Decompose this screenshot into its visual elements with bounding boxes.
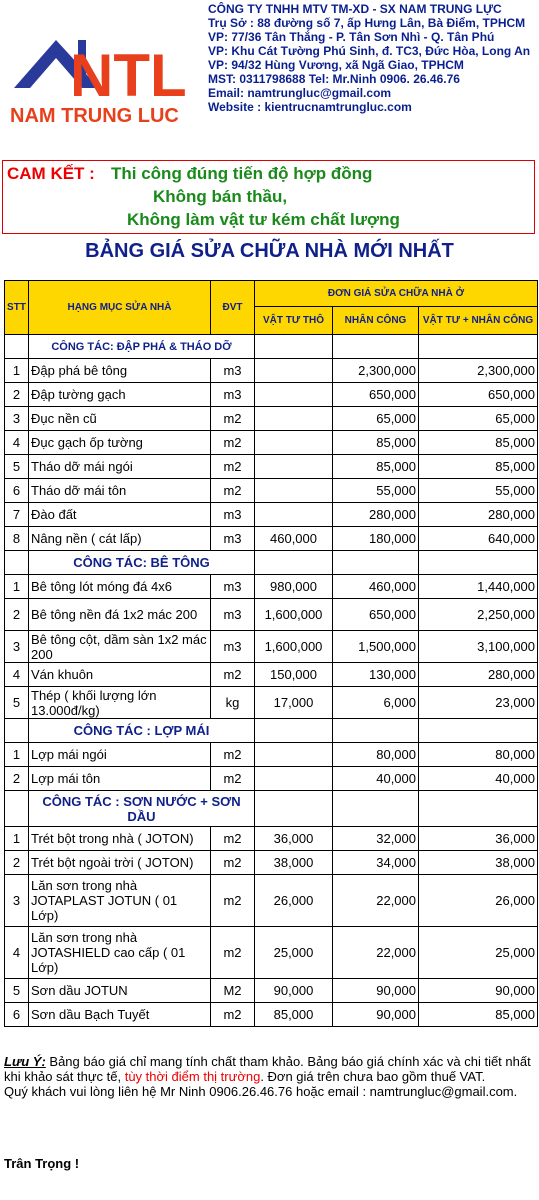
cell-unit: m2 bbox=[211, 431, 255, 455]
cell-material: 25,000 bbox=[255, 927, 333, 979]
section-row bbox=[5, 719, 538, 743]
cell-labor: 55,000 bbox=[333, 479, 419, 503]
company-email[interactable]: Email: namtrungluc@gmail.com bbox=[208, 86, 392, 100]
cell-unit: m2 bbox=[211, 663, 255, 687]
cell-unit: m3 bbox=[211, 631, 255, 663]
header-price-group: ĐƠN GIÁ SỬA CHỮA NHÀ Ở bbox=[255, 281, 538, 307]
section-title: CÔNG TÁC : LỢP MÁI bbox=[29, 719, 255, 743]
note-red-text: tùy thời điểm thị trường bbox=[124, 1069, 261, 1084]
section-row bbox=[5, 551, 538, 575]
cell-stt: 5 bbox=[5, 455, 29, 479]
commitment-line-2: Không bán thầu, bbox=[153, 187, 288, 206]
cell-unit: m3 bbox=[211, 527, 255, 551]
cell-unit: m2 bbox=[211, 767, 255, 791]
cell-item: Trét bột ngoài trời ( JOTON) bbox=[29, 851, 211, 875]
company-logo bbox=[8, 30, 204, 125]
cell-labor: 130,000 bbox=[333, 663, 419, 687]
cell-total: 2,300,000 bbox=[419, 359, 538, 383]
cell-material bbox=[255, 407, 333, 431]
cell-item: Ván khuôn bbox=[29, 663, 211, 687]
table-row bbox=[5, 663, 538, 687]
price-table bbox=[4, 280, 538, 1027]
cell-unit: m3 bbox=[211, 575, 255, 599]
cell-stt: 3 bbox=[5, 875, 29, 927]
header-item: HẠNG MỤC SỬA NHÀ bbox=[29, 281, 211, 335]
cell-total: 80,000 bbox=[419, 743, 538, 767]
cell-labor: 40,000 bbox=[333, 767, 419, 791]
cell-stt: 1 bbox=[5, 575, 29, 599]
table-row bbox=[5, 527, 538, 551]
cell-total: 2,250,000 bbox=[419, 599, 538, 631]
header-unit: ĐVT bbox=[211, 281, 255, 335]
cell-labor: 6,000 bbox=[333, 687, 419, 719]
cell-item: Đục nền cũ bbox=[29, 407, 211, 431]
cell-labor: 32,000 bbox=[333, 827, 419, 851]
note bbox=[4, 1054, 535, 1099]
cell-material: 38,000 bbox=[255, 851, 333, 875]
cell-labor: 460,000 bbox=[333, 575, 419, 599]
cell-unit: m2 bbox=[211, 851, 255, 875]
cell-unit: kg bbox=[211, 687, 255, 719]
cell-total: 40,000 bbox=[419, 767, 538, 791]
cell-labor: 2,300,000 bbox=[333, 359, 419, 383]
cell-unit: m2 bbox=[211, 743, 255, 767]
cell-stt: 7 bbox=[5, 503, 29, 527]
cell-stt: 3 bbox=[5, 407, 29, 431]
company-tax-tel: MST: 0311798688 Tel: Mr.Ninh 0906. 26.46.76 bbox=[208, 72, 460, 86]
company-headquarters: Trụ Sở : 88 đường số 7, ấp Hưng Lân, Bà Điểm, TPHCM bbox=[208, 16, 526, 30]
section-row bbox=[5, 791, 538, 827]
commitment-box bbox=[2, 160, 535, 234]
table-row bbox=[5, 503, 538, 527]
cell-stt: 1 bbox=[5, 743, 29, 767]
cell-unit: m2 bbox=[211, 455, 255, 479]
company-name: CÔNG TY TNHH MTV TM-XD - SX NAM TRUNG LỰC bbox=[208, 2, 502, 16]
cell-stt: 4 bbox=[5, 927, 29, 979]
note-contact: Quý khách vui lòng liên hệ Mr Ninh 0906.26.46.76 hoặc email : namtrungluc@gmail.com. bbox=[4, 1084, 518, 1099]
cell-total: 640,000 bbox=[419, 527, 538, 551]
cell-labor: 650,000 bbox=[333, 599, 419, 631]
table-row bbox=[5, 827, 538, 851]
cell-stt: 5 bbox=[5, 979, 29, 1003]
header bbox=[0, 0, 539, 160]
company-office-1: VP: 77/36 Tân Thắng - P. Tân Sơn Nhì - Q. Tân Phú bbox=[208, 30, 495, 44]
table-row bbox=[5, 407, 538, 431]
cell-labor: 90,000 bbox=[333, 979, 419, 1003]
cell-unit: m2 bbox=[211, 875, 255, 927]
cell-stt: 2 bbox=[5, 767, 29, 791]
note-label: Lưu Ý: bbox=[4, 1054, 46, 1069]
header-labor: NHÂN CÔNG bbox=[333, 307, 419, 335]
cell-stt: 1 bbox=[5, 359, 29, 383]
cell-total: 55,000 bbox=[419, 479, 538, 503]
cell-item: Lăn sơn trong nhà JOTAPLAST JOTUN ( 01 Lớp) bbox=[29, 875, 211, 927]
cell-total: 36,000 bbox=[419, 827, 538, 851]
cell-item: Đập phá bê tông bbox=[29, 359, 211, 383]
cell-labor: 22,000 bbox=[333, 875, 419, 927]
cell-total: 650,000 bbox=[419, 383, 538, 407]
cell-material bbox=[255, 479, 333, 503]
cell-total: 25,000 bbox=[419, 927, 538, 979]
cell-item: Bê tông nền đá 1x2 mác 200 bbox=[29, 599, 211, 631]
company-office-3: VP: 94/32 Hùng Vương, xã Ngã Giao, TPHCM bbox=[208, 58, 464, 72]
cell-total: 1,440,000 bbox=[419, 575, 538, 599]
table-row bbox=[5, 687, 538, 719]
cell-stt: 5 bbox=[5, 687, 29, 719]
cell-material bbox=[255, 359, 333, 383]
cell-labor: 85,000 bbox=[333, 455, 419, 479]
cell-labor: 65,000 bbox=[333, 407, 419, 431]
cell-material bbox=[255, 431, 333, 455]
cell-material: 90,000 bbox=[255, 979, 333, 1003]
cell-total: 85,000 bbox=[419, 431, 538, 455]
cell-total: 23,000 bbox=[419, 687, 538, 719]
cell-labor: 1,500,000 bbox=[333, 631, 419, 663]
cell-labor: 90,000 bbox=[333, 1003, 419, 1027]
cell-labor: 650,000 bbox=[333, 383, 419, 407]
table-row bbox=[5, 743, 538, 767]
cell-material bbox=[255, 743, 333, 767]
cell-stt: 6 bbox=[5, 479, 29, 503]
company-website[interactable]: Website : kientrucnamtrungluc.com bbox=[208, 100, 412, 114]
cell-labor: 85,000 bbox=[333, 431, 419, 455]
cell-total: 3,100,000 bbox=[419, 631, 538, 663]
cell-stt: 4 bbox=[5, 431, 29, 455]
table-row bbox=[5, 927, 538, 979]
cell-unit: m2 bbox=[211, 479, 255, 503]
note-paragraph bbox=[4, 1054, 535, 1084]
cell-material bbox=[255, 383, 333, 407]
page-title: BẢNG GIÁ SỬA CHỮA NHÀ MỚI NHẤT bbox=[85, 240, 454, 262]
cell-item: Tháo dỡ mái tôn bbox=[29, 479, 211, 503]
cell-material bbox=[255, 455, 333, 479]
header-material: VẬT TƯ THÔ bbox=[255, 307, 333, 335]
cell-labor: 34,000 bbox=[333, 851, 419, 875]
price-table-body bbox=[5, 335, 538, 1027]
note-text-2: . Đơn giá trên chưa bao gồm thuế VAT. bbox=[260, 1069, 486, 1084]
cell-item: Lợp mái tôn bbox=[29, 767, 211, 791]
table-row bbox=[5, 599, 538, 631]
cell-unit: m2 bbox=[211, 827, 255, 851]
cell-material: 26,000 bbox=[255, 875, 333, 927]
cell-stt: 8 bbox=[5, 527, 29, 551]
table-row bbox=[5, 431, 538, 455]
cell-stt: 2 bbox=[5, 599, 29, 631]
cell-total: 280,000 bbox=[419, 503, 538, 527]
cell-unit: m3 bbox=[211, 599, 255, 631]
cell-item: Sơn dầu JOTUN bbox=[29, 979, 211, 1003]
cell-unit: m3 bbox=[211, 359, 255, 383]
cell-material: 85,000 bbox=[255, 1003, 333, 1027]
section-row bbox=[5, 335, 538, 359]
cell-item: Bê tông lót móng đá 4x6 bbox=[29, 575, 211, 599]
header-total: VẬT TƯ + NHÂN CÔNG bbox=[419, 307, 538, 335]
cell-material bbox=[255, 503, 333, 527]
commitment-line-3: Không làm vật tư kém chất lượng bbox=[127, 210, 400, 229]
note-text-1: Bảng báo giá chỉ mang tính chất tham khảo. Bảng báo giá chính xác và chi tiết nhất khi khảo sát thực tế, bbox=[4, 1054, 531, 1084]
signoff: Trân Trọng ! bbox=[4, 1156, 80, 1171]
company-office-2: VP: Khu Cát Tường Phú Sinh, đ. TC3, Đức Hòa, Long An bbox=[208, 44, 531, 58]
cell-material bbox=[255, 767, 333, 791]
header-stt: STT bbox=[5, 281, 29, 335]
cell-item: Lợp mái ngói bbox=[29, 743, 211, 767]
table-row bbox=[5, 1003, 538, 1027]
cell-total: 90,000 bbox=[419, 979, 538, 1003]
cell-stt: 2 bbox=[5, 383, 29, 407]
cell-labor: 280,000 bbox=[333, 503, 419, 527]
cell-material: 1,600,000 bbox=[255, 631, 333, 663]
cell-material: 1,600,000 bbox=[255, 599, 333, 631]
cell-total: 26,000 bbox=[419, 875, 538, 927]
table-row bbox=[5, 383, 538, 407]
cell-stt: 2 bbox=[5, 851, 29, 875]
cell-total: 85,000 bbox=[419, 1003, 538, 1027]
cell-unit: m3 bbox=[211, 383, 255, 407]
cell-material: 150,000 bbox=[255, 663, 333, 687]
cell-unit: m2 bbox=[211, 927, 255, 979]
cell-material: 460,000 bbox=[255, 527, 333, 551]
cell-unit: M2 bbox=[211, 979, 255, 1003]
cell-item: Sơn dầu Bạch Tuyết bbox=[29, 1003, 211, 1027]
cell-item: Tháo dỡ mái ngói bbox=[29, 455, 211, 479]
cell-stt: 4 bbox=[5, 663, 29, 687]
cell-item: Thép ( khối lượng lớn 13.000đ/kg) bbox=[29, 687, 211, 719]
cell-stt: 6 bbox=[5, 1003, 29, 1027]
cell-material: 36,000 bbox=[255, 827, 333, 851]
cell-item: Đục gạch ốp tường bbox=[29, 431, 211, 455]
cell-labor: 180,000 bbox=[333, 527, 419, 551]
cell-material: 980,000 bbox=[255, 575, 333, 599]
cell-item: Nâng nền ( cát lấp) bbox=[29, 527, 211, 551]
commitment-label: CAM KẾT : bbox=[7, 164, 95, 183]
logo-letters: NTL bbox=[70, 42, 187, 109]
section-title: CÔNG TÁC : SƠN NƯỚC + SƠN DẦU bbox=[29, 791, 255, 827]
section-title: CÔNG TÁC: ĐẬP PHÁ & THÁO DỠ bbox=[29, 335, 255, 359]
cell-total: 280,000 bbox=[419, 663, 538, 687]
table-row bbox=[5, 359, 538, 383]
table-row bbox=[5, 851, 538, 875]
commitment-line-1: Thi công đúng tiến độ hợp đồng bbox=[111, 164, 373, 183]
logo-brand: NAM TRUNG LUC bbox=[10, 105, 179, 125]
cell-unit: m2 bbox=[211, 407, 255, 431]
cell-labor: 22,000 bbox=[333, 927, 419, 979]
company-info bbox=[208, 2, 539, 114]
cell-stt: 3 bbox=[5, 631, 29, 663]
table-row bbox=[5, 455, 538, 479]
cell-item: Bê tông cột, dầm sàn 1x2 mác 200 bbox=[29, 631, 211, 663]
cell-item: Đào đất bbox=[29, 503, 211, 527]
table-row bbox=[5, 575, 538, 599]
table-row bbox=[5, 479, 538, 503]
cell-stt: 1 bbox=[5, 827, 29, 851]
cell-unit: m2 bbox=[211, 1003, 255, 1027]
cell-total: 65,000 bbox=[419, 407, 538, 431]
table-row bbox=[5, 767, 538, 791]
cell-item: Lăn sơn trong nhà JOTASHIELD cao cấp ( 01 Lớp) bbox=[29, 927, 211, 979]
cell-total: 85,000 bbox=[419, 455, 538, 479]
table-row bbox=[5, 875, 538, 927]
table-row bbox=[5, 631, 538, 663]
cell-labor: 80,000 bbox=[333, 743, 419, 767]
cell-material: 17,000 bbox=[255, 687, 333, 719]
cell-total: 38,000 bbox=[419, 851, 538, 875]
cell-item: Trét bột trong nhà ( JOTON) bbox=[29, 827, 211, 851]
cell-item: Đập tường gạch bbox=[29, 383, 211, 407]
table-row bbox=[5, 979, 538, 1003]
section-title: CÔNG TÁC: BÊ TÔNG bbox=[29, 551, 255, 575]
cell-unit: m3 bbox=[211, 503, 255, 527]
